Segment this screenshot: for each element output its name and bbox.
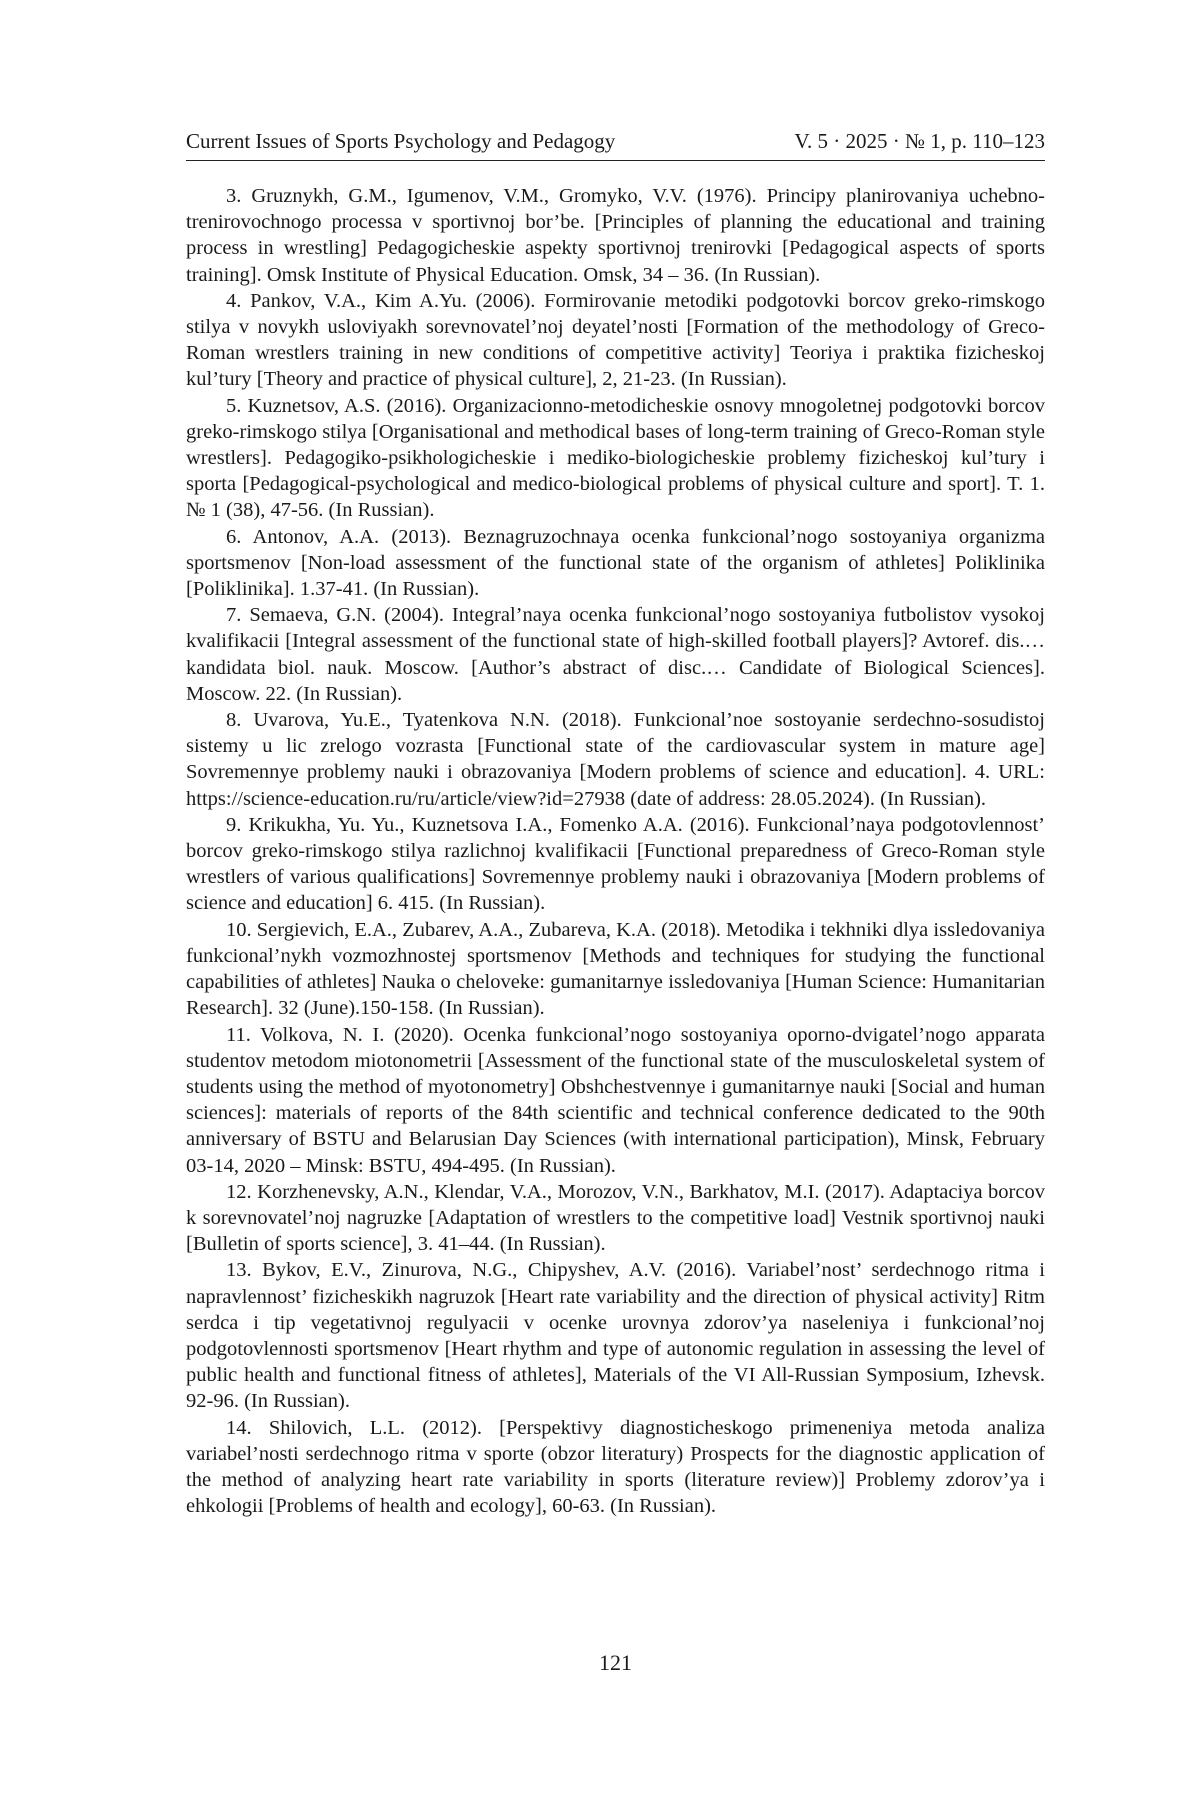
- reference-item: 3. Gruznykh, G.M., Igumenov, V.M., Gromyko, V.V. (1976). Principy planirovaniya uchebno-trenirovochnogo processa v sportivnoj bor’be. [Principles of planning the educational and training process in wrestling] Pedagogicheskie aspekty sportivnoj trenirovki [Pedagogical aspects of sports training]. Omsk Institute of Physical Education. Omsk, 34 – 36. (In Russian).: [186, 183, 1045, 288]
- reference-list: [186, 183, 1045, 1519]
- reference-item: 14. Shilovich, L.L. (2012). [Perspektivy diagnosticheskogo primeneniya metoda analiza variabel’nosti serdechnogo ritma v sporte (obzor literatury) Prospects for the diagnostic application of the method of analyzing heart rate variability in sports (literature review)] Problemy zdorov’ya i ehkologii [Problems of health and ecology], 60-63. (In Russian).: [186, 1415, 1045, 1520]
- reference-item: 6. Antonov, A.A. (2013). Beznagruzochnaya ocenka funkcional’nogo sostoyaniya organizma sportsmenov [Non-load assessment of the functional state of the organism of athletes] Poliklinika [Poliklinika]. 1.37-41. (In Russian).: [186, 524, 1045, 603]
- reference-item: 13. Bykov, E.V., Zinurova, N.G., Chipyshev, A.V. (2016). Variabel’nost’ serdechnogo ritma i napravlennost’ fizicheskikh nagruzok [Heart rate variability and the direction of physical activity] Ritm serdca i tip vegetativnoj regulyacii v ocenke urovnya zdorov’ya naseleniya i funkcional’noj podgotovlennosti sportsmenov [Heart rhythm and type of autonomic regulation in assessing the level of public health and functional fitness of athletes], Materials of the VI All-Russian Symposium, Izhevsk. 92-96. (In Russian).: [186, 1257, 1045, 1414]
- document-page: [186, 0, 1045, 1801]
- reference-item: 9. Krikukha, Yu. Yu., Kuznetsova I.A., Fomenko A.A. (2016). Funkcional’naya podgotovlennost’ borcov greko-rimskogo stilya razlichnoj kvalifikacii [Functional preparedness of Greco-Roman style wrestlers of various qualifications] Sovremennye problemy nauki i obrazovaniya [Modern problems of science and education] 6. 415. (In Russian).: [186, 812, 1045, 917]
- issue-info: V. 5 · 2025 · № 1, p. 110–123: [795, 128, 1045, 154]
- page-number: 121: [186, 1650, 1045, 1676]
- reference-item: 8. Uvarova, Yu.E., Tyatenkova N.N. (2018). Funkcional’noe sostoyanie serdechno-sosudistoj sistemy u lic zrelogo vozrasta [Functional state of the cardiovascular system in mature age] Sovremennye problemy nauki i obrazovaniya [Modern problems of science and education]. 4. URL: https://science-education.ru/ru/article/view?id=27938 (date of address: 28.05.2024). (In Russian).: [186, 707, 1045, 812]
- reference-item: 11. Volkova, N. I. (2020). Ocenka funkcional’nogo sostoyaniya oporno-dvigatel’nogo apparata studentov metodom miotonometrii [Assessment of the functional state of the musculoskeletal system of students using the method of myotonometry] Obshchestvennye i gumanitarnye nauki [Social and human sciences]: materials of reports of the 84th scientific and technical conference dedicated to the 90th anniversary of BSTU and Belarusian Day Sciences (with international participation), Minsk, February 03-14, 2020 – Minsk: BSTU, 494-495. (In Russian).: [186, 1022, 1045, 1179]
- reference-item: 5. Kuznetsov, A.S. (2016). Organizacionno-metodicheskie osnovy mnogoletnej podgotovki borcov greko-rimskogo stilya [Organisational and methodical bases of long-term training of Greco-Roman style wrestlers]. Pedagogiko-psikhologicheskie i mediko-biologicheskie problemy fizicheskoj kul’tury i sporta [Pedagogical-psychological and medico-biological problems of physical culture and sport]. T. 1. № 1 (38), 47-56. (In Russian).: [186, 393, 1045, 524]
- reference-item: 7. Semaeva, G.N. (2004). Integral’naya ocenka funkcional’nogo sostoyaniya futbolistov vysokoj kvalifikacii [Integral assessment of the functional state of high-skilled football players]? Avtoref. dis.… kandidata biol. nauk. Moscow. [Author’s abstract of disc.… Candidate of Biological Sciences]. Moscow. 22. (In Russian).: [186, 602, 1045, 707]
- reference-item: 12. Korzhenevsky, A.N., Klendar, V.A., Morozov, V.N., Barkhatov, M.I. (2017). Adaptaciya borcov k sorevnovatel’noj nagruzke [Adaptation of wrestlers to the competitive load] Vestnik sportivnoj nauki [Bulletin of sports science], 3. 41–44. (In Russian).: [186, 1179, 1045, 1258]
- reference-item: 10. Sergievich, E.A., Zubarev, A.A., Zubareva, K.A. (2018). Metodika i tekhniki dlya issledovaniya funkcional’nykh vozmozhnostej sportsmenov [Methods and techniques for studying the functional capabilities of athletes] Nauka o cheloveke: gumanitarnye issledovaniya [Human Science: Humanitarian Research]. 32 (June).150-158. (In Russian).: [186, 917, 1045, 1022]
- reference-item: 4. Pankov, V.A., Kim A.Yu. (2006). Formirovanie metodiki podgotovki borcov greko-rimskogo stilya v novykh usloviyakh sorevnovatel’noj deyatel’nosti [Formation of the methodology of Greco-Roman wrestlers training in new conditions of competitive activity] Teoriya i praktika fizicheskoj kul’tury [Theory and practice of physical culture], 2, 21-23. (In Russian).: [186, 288, 1045, 393]
- journal-title: Current Issues of Sports Psychology and Pedagogy: [186, 128, 615, 154]
- running-header: [186, 128, 1045, 161]
